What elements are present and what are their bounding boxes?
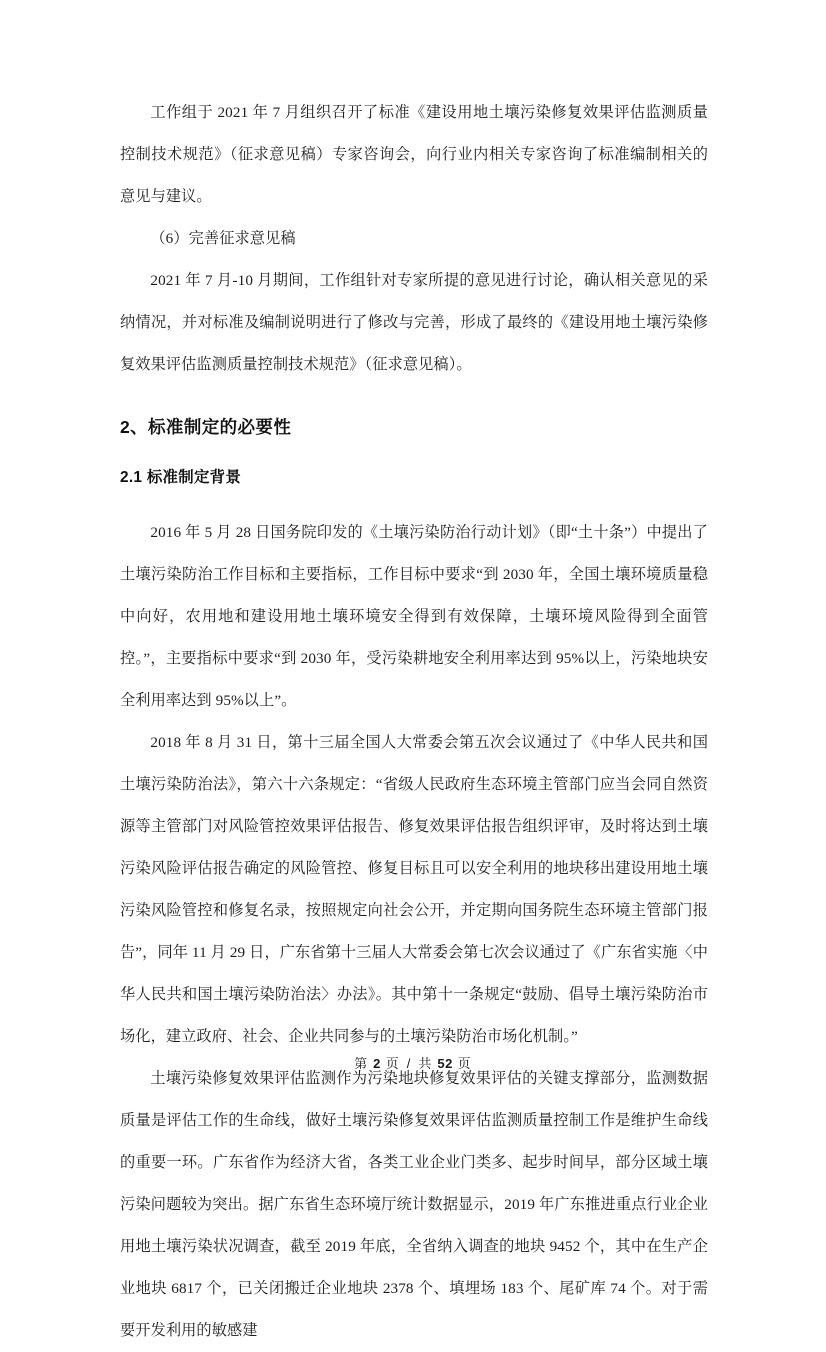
footer-prefix: 第 bbox=[354, 1056, 369, 1071]
footer-separator: / bbox=[406, 1056, 412, 1071]
footer-total-unit: 页 bbox=[457, 1056, 472, 1071]
footer-total-pages: 52 bbox=[437, 1056, 453, 1071]
paragraph-workgroup-meeting: 工作组于 2021 年 7 月组织召开了标准《建设用地土壤污染修复效果评估监测质量控制技术规范》（征求意见稿）专家咨询会，向行业内相关专家咨询了标准编制相关的意见与建议。 bbox=[120, 104, 708, 205]
subsection-heading-2-1: 2.1 标准制定背景 bbox=[120, 469, 242, 486]
page-footer bbox=[0, 1053, 826, 1072]
footer-page-unit: 页 bbox=[385, 1056, 400, 1071]
paragraph-monitoring-significance: 土壤污染修复效果评估监测作为污染地块修复效果评估的关键支撑部分，监测数据质量是评估工作的生命线，做好土壤污染修复效果评估监测质量控制工作是维护生命线的重要一环。广东省作为经济大省，各类工业企业门类多、起步时间早，部分区域土壤污染问题较为突出。据广东省生态环境厅统计数据显示，2019 年广东推进重点行业企业用地土壤污染状况调查，截至 2019 年底，全省纳入调查的地块 9452 个，其中在生产企业地块 6817 个，已关闭搬迁企业地块 2378 个、填埋场 183 个、尾矿库 74 个。对于需要开发利用的敏感建 bbox=[120, 1070, 708, 1339]
page-content bbox=[120, 92, 708, 1352]
paragraph-revision-period: 2021 年 7 月-10 月期间，工作组针对专家所提的意见进行讨论，确认相关意见的采纳情况，并对标准及编制说明进行了修改与完善，形成了最终的《建设用地土壤污染修复效果评估监测质量控制技术规范》（征求意见稿）。 bbox=[120, 272, 708, 373]
paragraph-2016-action-plan: 2016 年 5 月 28 日国务院印发的《土壤污染防治行动计划》（即“土十条”）中提出了土壤污染防治工作目标和主要指标，工作目标中要求“到 2030 年，全国土壤环境质量稳中向好，农用地和建设用地土壤环境安全得到有效保障，土壤环境风险得到全面管控。”，主要指标中要求“到 2030 年，受污染耕地安全利用率达到 95%以上，污染地块安全利用率达到 95%以上”。 bbox=[120, 524, 708, 709]
spacer-after-section-heading bbox=[120, 442, 708, 464]
spacer-before-section-heading bbox=[120, 386, 708, 412]
spacer-after-subsection-heading bbox=[120, 492, 708, 512]
paragraph-2018-law: 2018 年 8 月 31 日，第十三届全国人大常委会第五次会议通过了《中华人民共和国土壤污染防治法》，第六十六条规定：“省级人民政府生态环境主管部门应当会同自然资源等主管部门对风险管控效果评估报告、修复效果评估报告组织评审，及时将达到土壤污染风险评估报告确定的风险管控、修复目标且可以安全利用的地块移出建设用地土壤污染风险管控和修复名录，按照规定向社会公开，并定期向国务院生态环境主管部门报告”，同年 11 月 29 日，广东省第十三届人大常委会第七次会议通过了《广东省实施〈中华人民共和国土壤污染防治法〉办法》。其中第十一条规定“鼓励、倡导土壤污染防治市场化，建立政府、社会、企业共同参与的土壤污染防治市场化机制。” bbox=[120, 734, 708, 1045]
section-heading-2: 2、标准制定的必要性 bbox=[120, 417, 292, 437]
footer-current-page: 2 bbox=[373, 1056, 381, 1071]
footer-total-prefix: 共 bbox=[418, 1056, 433, 1071]
paragraph-item-6: （6）完善征求意见稿 bbox=[150, 230, 296, 247]
